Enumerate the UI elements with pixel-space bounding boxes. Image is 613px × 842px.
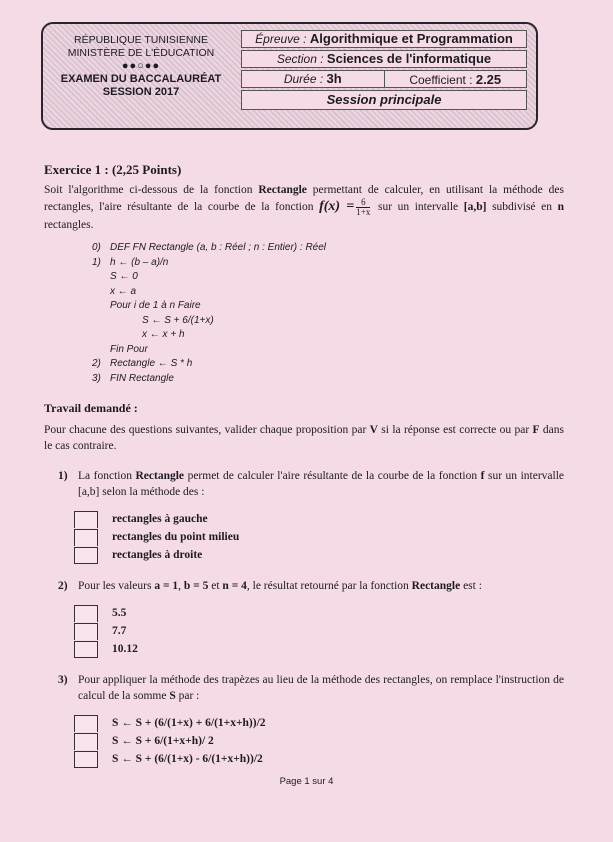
duration-cell — [242, 70, 384, 88]
exam-label: EXAMEN DU BACCALAURÉAT — [60, 73, 222, 85]
question-number: 2) — [58, 580, 68, 592]
section-box — [241, 50, 527, 68]
line-code: S ← 0 — [110, 271, 138, 282]
answer-checkbox[interactable] — [74, 751, 98, 768]
epreuve-label: Épreuve : — [255, 32, 307, 46]
q-text: permet de calculer l'aire résultante de la courbe de la fonction — [184, 470, 481, 482]
q-bold: Rectangle — [411, 580, 461, 592]
fraction-numerator: 6 — [356, 198, 370, 208]
ministry-label: MINISTÈRE DE L'ÉDUCATION — [67, 47, 215, 59]
question-number: 1) — [58, 470, 68, 482]
line-code: x ← a — [110, 285, 137, 297]
intro-text: subdivisé en — [486, 201, 558, 214]
option-row — [74, 546, 564, 564]
duration-coef-box — [241, 70, 527, 88]
false-mark: F — [532, 424, 540, 436]
exercise-content — [44, 162, 564, 768]
question-text — [78, 672, 564, 704]
algorithm-listing — [92, 241, 564, 386]
intro-text: sur un intervalle — [372, 201, 464, 214]
algorithm-line — [92, 270, 564, 285]
option-row — [74, 714, 564, 732]
question-3-options — [74, 714, 564, 768]
q-text: , le résultat retourné par la fonction — [246, 580, 412, 592]
question-2-options — [74, 604, 564, 658]
option-label: rectangles à gauche — [112, 513, 208, 525]
epreuve-value: Algorithmique et Programmation — [309, 31, 513, 46]
intro-text: Soit l'algorithme ci-dessous de la fonction — [44, 184, 259, 196]
q-bold: Rectangle — [135, 470, 185, 482]
coef-value: 2.25 — [475, 72, 502, 87]
answer-checkbox[interactable] — [74, 605, 98, 622]
option-label: 5.5 — [112, 607, 127, 619]
epreuve-box — [241, 30, 527, 48]
intro-text: permettant de calculer, en utilisant la méthode des rectangles, l'aire résultante de la courbe de la fonction — [44, 184, 564, 214]
option-label: S ← S + (6/(1+x) + 6/(1+x+h))/2 — [112, 717, 266, 729]
answer-checkbox[interactable] — [74, 641, 98, 658]
coef-label: Coefficient : — [409, 73, 473, 87]
session-type: Session principale — [326, 92, 442, 107]
function-name: Rectangle — [258, 184, 307, 196]
answer-checkbox[interactable] — [74, 529, 98, 546]
line-number: 1) — [92, 256, 101, 268]
section-value: Sciences de l'informatique — [326, 51, 492, 66]
session-box — [241, 90, 527, 110]
exam-header — [41, 22, 538, 130]
option-label: 7.7 — [112, 625, 127, 637]
algorithm-line — [92, 241, 564, 256]
option-row — [74, 622, 564, 640]
line-code: Fin Pour — [110, 343, 148, 355]
option-row — [74, 604, 564, 622]
fraction-denominator: 1+x — [356, 207, 371, 217]
intro-text: rectangles. — [44, 219, 94, 231]
q-bold: f — [480, 470, 485, 482]
task-text: dans le cas contraire. — [44, 424, 564, 452]
n-variable: n — [557, 201, 564, 214]
algorithm-line — [92, 372, 564, 387]
dots-ornament: ●●○●● — [121, 60, 161, 72]
algorithm-line — [92, 285, 564, 300]
option-row — [74, 510, 564, 528]
option-row — [74, 732, 564, 750]
algorithm-line — [92, 256, 564, 271]
question-1 — [44, 468, 564, 500]
answer-checkbox[interactable] — [74, 733, 98, 750]
session-year: SESSION 2017 — [102, 86, 180, 98]
coefficient-cell — [384, 71, 527, 87]
algorithm-line — [92, 299, 564, 314]
q-bold: S — [169, 690, 176, 702]
algorithm-line — [92, 314, 564, 329]
question-2 — [44, 578, 564, 594]
question-number: 3) — [58, 674, 68, 686]
q-bold: b = 5 — [183, 580, 209, 592]
option-label: S ← S + 6/(1+x+h)/ 2 — [112, 735, 214, 747]
q-text: par : — [175, 690, 200, 702]
exercise-intro — [44, 182, 564, 233]
q-text: Pour appliquer la méthode des trapèzes au lieu de la méthode des rectangles, on remplace l'instruction de calcul de la somme — [78, 674, 564, 702]
question-text — [78, 468, 564, 500]
task-title: Travail demandé : — [44, 401, 138, 415]
option-row — [74, 528, 564, 546]
task-text: Pour chacune des questions suivantes, valider chaque proposition par — [44, 424, 370, 436]
line-number: 2) — [92, 358, 101, 369]
question-text — [78, 578, 564, 594]
line-code: Rectangle ← S * h — [110, 358, 193, 369]
true-mark: V — [369, 424, 378, 436]
option-label: 10.12 — [112, 643, 138, 655]
answer-checkbox[interactable] — [74, 547, 98, 564]
q-bold: a = 1 — [154, 580, 179, 592]
line-code: DEF FN Rectangle (a, b : Réel ; n : Entier) : Réel — [110, 242, 327, 253]
country-label: RÉPUBLIQUE TUNISIENNE — [73, 34, 208, 46]
q-text: est : — [460, 580, 482, 592]
option-label: S ← S + (6/(1+x) - 6/(1+x+h))/2 — [112, 753, 263, 765]
q-text: et — [208, 580, 223, 592]
line-number: 3) — [92, 372, 101, 384]
algorithm-line — [92, 343, 564, 358]
q-text: , — [178, 580, 184, 592]
task-instructions — [44, 422, 564, 454]
option-row — [74, 640, 564, 658]
line-code: h ← (b – a)/n — [110, 256, 169, 268]
task-text: si la réponse est correcte ou par — [377, 424, 533, 436]
q-text: Pour les valeurs — [78, 580, 155, 592]
q-bold: n = 4 — [222, 580, 247, 592]
function-expression: f(x) = — [319, 199, 355, 215]
exam-info — [241, 30, 527, 112]
line-code: x ← x + h — [142, 329, 185, 340]
fraction — [356, 198, 370, 217]
answer-checkbox[interactable] — [74, 715, 98, 732]
duree-label: Durée : — [283, 72, 324, 86]
option-label: rectangles du point milieu — [112, 531, 240, 543]
duree-value: 3h — [326, 71, 342, 86]
line-code: S ← S + 6/(1+x) — [142, 314, 214, 326]
line-code: FIN Rectangle — [110, 372, 174, 384]
line-number: 0) — [92, 242, 101, 253]
line-code: Pour i de 1 à n Faire — [110, 300, 201, 311]
answer-checkbox[interactable] — [74, 511, 98, 528]
question-3 — [44, 672, 564, 704]
page-number: Page 1 sur 4 — [279, 776, 334, 787]
institution-block — [53, 34, 229, 116]
option-label: rectangles à droite — [112, 549, 203, 561]
algorithm-line — [92, 328, 564, 343]
q-text: sur un intervalle [a,b] selon la méthode des : — [78, 470, 564, 498]
exercise-title: Exercice 1 : (2,25 Points) — [44, 162, 182, 177]
answer-checkbox[interactable] — [74, 623, 98, 640]
algorithm-line — [92, 357, 564, 372]
q-text: La fonction — [78, 470, 136, 482]
interval: [a,b] — [463, 201, 487, 214]
option-row — [74, 750, 564, 768]
question-1-options — [74, 510, 564, 564]
section-label: Section : — [276, 52, 324, 66]
